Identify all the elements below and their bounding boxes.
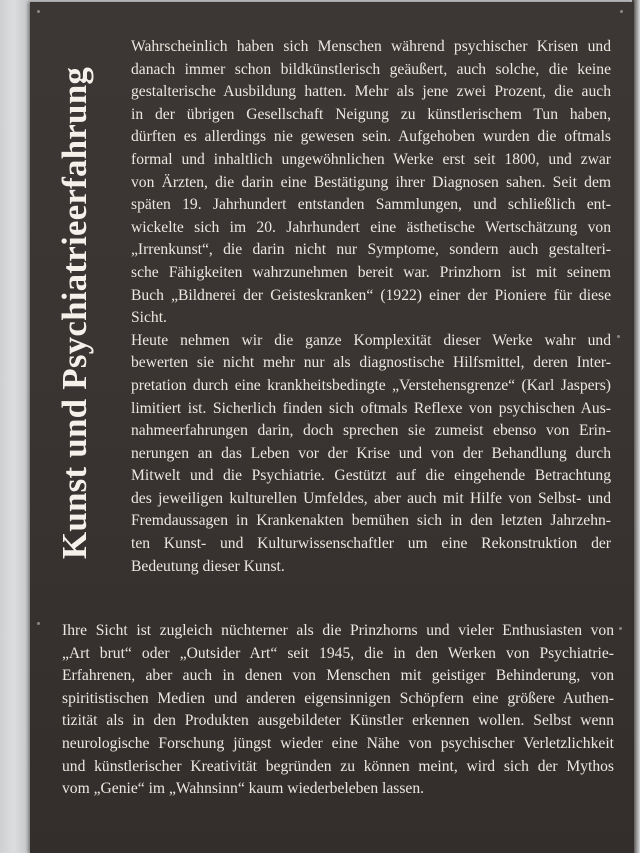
full-text-line: neurologische Forschung jüngst wieder eine Nähe von psychischer Verletzlichkeit	[62, 734, 614, 752]
column-text-line: des jeweiligen kulturellen Umfeldes, aber auch mit Hilfe von Selbst- und	[131, 489, 611, 507]
column-text-line: späten 19. Jahrhundert entstanden Sammlungen, und schließlich ent-	[131, 196, 611, 214]
column-text-line: limitiert ist. Sicherlich finden sich oftmals Reflexe von psychischen Aus-	[131, 399, 611, 417]
mounting-pin	[619, 627, 622, 630]
mounting-pin	[37, 10, 40, 13]
title-container	[40, 30, 110, 595]
body-text-full-width	[62, 620, 614, 801]
column-text-line: Bedeutung dieser Kunst.	[131, 557, 285, 575]
mounting-pin	[620, 10, 623, 13]
column-text-line: wickelte sich im 20. Jahrhundert eine ästhetische Wertschätzung von	[131, 218, 611, 236]
column-text-line: nerungen an das Leben vor der Krise und von der Behandlung durch	[131, 444, 611, 462]
body-text-column	[131, 36, 611, 578]
column-text-line: von Ärzten, die darin eine Bestätigung ihrer Diagnosen sahen. Seit dem	[131, 173, 611, 191]
column-text-line: formal und inhaltlich ungewöhnlichen Werke erst seit 1800, und zwar	[131, 150, 611, 168]
panel-title: Kunst und Psychiatrieerfahrung	[55, 66, 94, 559]
full-text-line: vom „Genie“ im „Wahnsinn“ kaum wiederbeleben lassen.	[62, 780, 425, 798]
full-text-line: „Art brut“ oder „Outsider Art“ seit 1945, die in den Werken von Psychiatrie-	[62, 644, 614, 662]
column-text-line: sche Fähigkeiten wahrzunehmen bereit war. Prinzhorn ist mit seinem	[131, 263, 611, 281]
full-text-line: und künstlerischer Kreativität begründen zu können meint, wird sich der Mythos	[62, 757, 614, 775]
column-text-line: gestalterische Ausbildung hatten. Mehr als jene zwei Prozent, die auch	[131, 83, 611, 101]
column-text-line: Sicht.	[131, 309, 167, 327]
column-text-line: ten Kunst- und Kulturwissenschaftler um eine Rekonstruktion der	[131, 535, 611, 553]
full-text-line: spiritistischen Medien und anderen eigensinnigen Schöpfern eine größere Authen-	[62, 689, 614, 707]
column-text-line: dürften es allerdings nie gewesen sein. Aufgehoben wurden die oftmals	[131, 128, 611, 146]
full-text-line: Erfahrenen, aber auch in denen von Menschen mit geistiger Behinderung, von	[62, 667, 614, 685]
column-text-line: Mitwelt und die Psychiatrie. Gestützt auf die eingehende Betrachtung	[131, 467, 611, 485]
column-text-line: Buch „Bildnerei der Geisteskranken“ (1922) einer der Pioniere für diese	[131, 286, 611, 304]
column-text-line: in der übrigen Gesellschaft Neigung zu künstlerischem Tun haben,	[131, 105, 611, 123]
full-text-line: Ihre Sicht ist zugleich nüchterner als die Prinzhorns und vieler Enthusiasten von	[62, 622, 614, 639]
column-text-line: pretation durch eine krankheitsbedingte „Verstehensgrenze“ (Karl Jaspers)	[131, 376, 611, 394]
column-text-line: Wahrscheinlich haben sich Menschen während psychischer Krisen und	[131, 38, 611, 55]
mounting-pin	[37, 622, 40, 625]
mounting-pin	[617, 335, 620, 338]
column-text-line: nahmeerfahrungen darin, doch sprechen sie zumeist ebenso von Erin-	[131, 422, 611, 440]
column-text-line: danach immer schon bildkünstlerisch geäußert, auch solche, die keine	[131, 60, 611, 78]
column-text-line: Fremdaussagen in Krankenakten bemühen sich in den letzten Jahrzehn-	[131, 512, 611, 530]
column-text-line: bewerten sie nicht mehr nur als diagnostische Hilfsmittel, deren Inter-	[131, 354, 611, 372]
column-text-line: „Irrenkunst“, die darin nicht nur Symptome, sondern auch gestalteri-	[131, 241, 611, 259]
full-text-line: tizität als in den Produkten ausgebildeter Künstler erkennen wollen. Selbst wenn	[62, 712, 614, 730]
column-text-line: Heute nehmen wir die ganze Komplexität dieser Werke wahr und	[131, 331, 611, 349]
